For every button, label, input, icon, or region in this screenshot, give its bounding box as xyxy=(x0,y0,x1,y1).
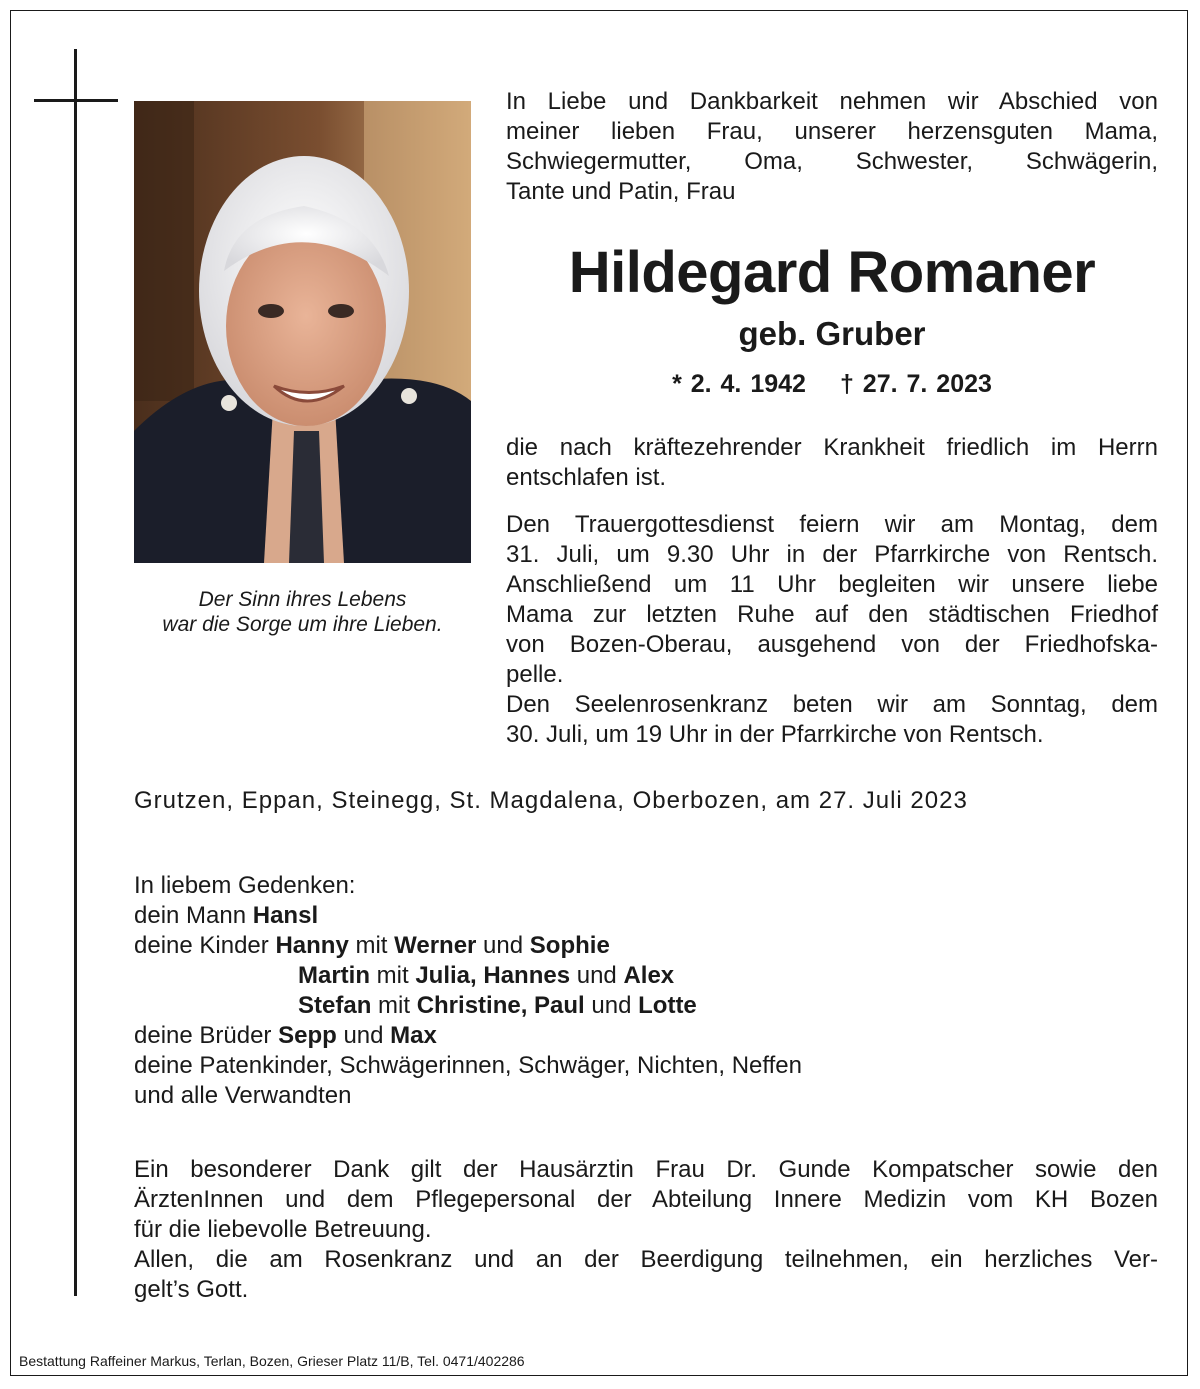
family-children-line xyxy=(134,961,1158,991)
services-line: 30. Juli, um 19 Uhr in der Pfarrkirche von Rentsch. xyxy=(506,721,1044,748)
connector-text: mit xyxy=(371,992,417,1019)
husband-name: Hansl xyxy=(252,902,319,929)
services-line: Den Seelenrosenkranz beten wir am Sonntag, dem xyxy=(506,691,1158,718)
child-name: Martin xyxy=(298,962,370,989)
family-husband-line xyxy=(134,901,1158,931)
life-dates xyxy=(506,368,1158,400)
places-date-line: Grutzen, Eppan, Steinegg, St. Magdalena, Oberbozen, am 27. Juli 2023 xyxy=(134,787,968,814)
cross-horizontal-bar xyxy=(34,99,118,102)
grandchild-name: Alex xyxy=(623,962,675,989)
death-date: † 27. 7. 2023 xyxy=(839,370,992,398)
grandchild-name: Sophie xyxy=(529,932,610,959)
brothers-prefix: deine Brüder xyxy=(134,1022,279,1049)
intro-line: Schwiegermutter, Oma, Schwester, Schwägerin, xyxy=(506,148,1158,175)
child-name: Hanny xyxy=(275,932,349,959)
child-name: Stefan xyxy=(298,992,372,1019)
passing-line: entschlafen ist. xyxy=(506,464,667,491)
partner-name: Werner xyxy=(394,932,477,959)
services-line: Anschließend um 11 Uhr begleiten wir unsere liebe xyxy=(506,571,1158,598)
passing-text xyxy=(506,433,1158,493)
services-text xyxy=(506,510,1158,750)
services-line: Mama zur letzten Ruhe auf den städtischen Friedhof xyxy=(506,601,1158,628)
intro-line: Tante und Patin, Frau xyxy=(506,178,736,205)
connector-text: und xyxy=(476,932,530,959)
husband-prefix: dein Mann xyxy=(134,902,253,929)
family-heading: In liebem Gedenken: xyxy=(134,872,356,899)
family-relatives-line: und alle Verwandten xyxy=(134,1082,352,1109)
intro-line: In Liebe und Dankbarkeit nehmen wir Abschied von xyxy=(506,88,1158,115)
funeral-home-footer: Bestattung Raffeiner Markus, Terlan, Bozen, Grieser Platz 11/B, Tel. 0471/402286 xyxy=(19,1353,525,1369)
family-names: Christine, Paul xyxy=(416,992,585,1019)
services-line: 31. Juli, um 9.30 Uhr in der Pfarrkirche von Rentsch. xyxy=(506,541,1158,568)
brother-name: Sepp xyxy=(278,1022,337,1049)
intro-line: meiner lieben Frau, unserer herzensguten Mama, xyxy=(506,118,1158,145)
services-line: von Bozen-Oberau, ausgehend von der Friedhofska- xyxy=(506,631,1158,658)
birth-name: geb. Gruber xyxy=(738,315,926,352)
deceased-name: Hildegard Romaner xyxy=(568,240,1096,305)
services-line: pelle. xyxy=(506,661,564,688)
connector-text: und xyxy=(584,992,639,1019)
family-brothers-line xyxy=(134,1021,1158,1051)
thanks-line: für die liebevolle Betreuung. xyxy=(134,1216,432,1243)
brother-name: Max xyxy=(390,1022,437,1049)
children-prefix: deine Kinder xyxy=(134,932,276,959)
connector-text: mit xyxy=(370,962,416,989)
connector-text: und xyxy=(336,1022,391,1049)
connector-text: und xyxy=(570,962,624,989)
thanks-text xyxy=(134,1155,1158,1305)
family-children-line xyxy=(134,991,1158,1021)
thanks-line: ÄrztenInnen und dem Pflegepersonal der Abteilung Innere Medizin vom KH Bozen xyxy=(134,1186,1158,1213)
portrait-photo xyxy=(134,101,471,563)
intro-text xyxy=(506,87,1158,207)
family-children-line xyxy=(134,931,1158,961)
family-names: Julia, Hannes xyxy=(415,962,571,989)
connector-text: mit xyxy=(348,932,395,959)
caption-line: Der Sinn ihres Lebens xyxy=(198,588,407,611)
family-others-line: deine Patenkinder, Schwägerinnen, Schwäger, Nichten, Neffen xyxy=(134,1052,802,1079)
thanks-line: Ein besonderer Dank gilt der Hausärztin Frau Dr. Gunde Kompatscher sowie den xyxy=(134,1156,1158,1183)
caption-line: war die Sorge um ihre Lieben. xyxy=(162,613,443,636)
cross-vertical-bar xyxy=(74,49,77,1296)
services-line: Den Trauergottesdienst feiern wir am Montag, dem xyxy=(506,511,1158,538)
thanks-line: Allen, die am Rosenkranz und an der Beerdigung teilnehmen, ein herzliches Ver- xyxy=(134,1246,1158,1273)
family-list xyxy=(134,871,1158,1111)
birth-date: * 2. 4. 1942 xyxy=(672,370,806,398)
grandchild-name: Lotte xyxy=(638,992,697,1019)
photo-caption xyxy=(134,587,471,637)
thanks-line: gelt’s Gott. xyxy=(134,1276,249,1303)
passing-line: die nach kräftezehrender Krankheit friedlich im Herrn xyxy=(506,434,1158,461)
portrait-illustration xyxy=(134,101,471,563)
